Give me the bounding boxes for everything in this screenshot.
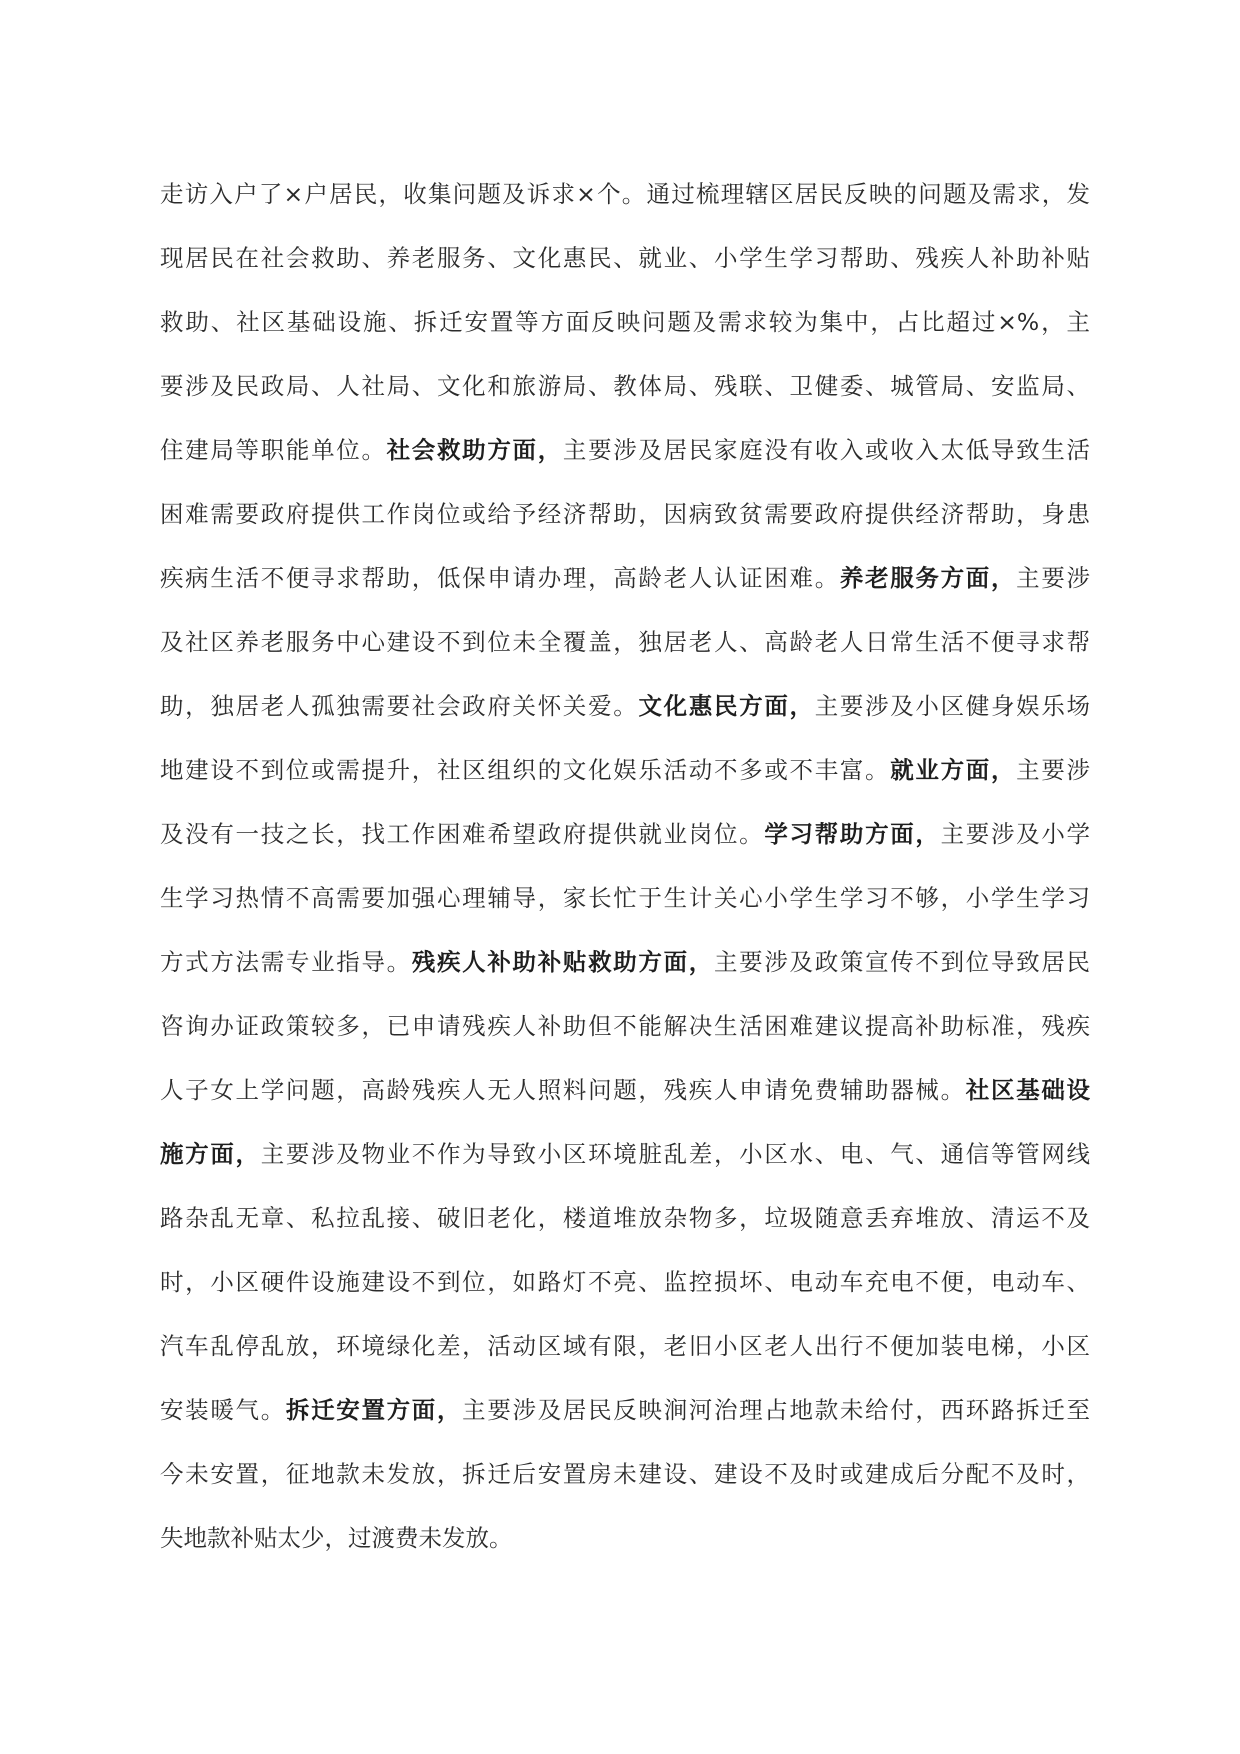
text-line [160, 162, 1090, 226]
text-line [160, 418, 1090, 482]
body-text: 咨询办证政策较多，已申请残疾人补助但不能解决生活困难建议提高补助标准，残疾 [160, 1012, 1090, 1040]
bold-heading-text: 文化惠民方面， [638, 692, 815, 720]
bold-heading-text: 社会救助方面， [386, 436, 563, 464]
body-text: 今未安置，征地款未发放，拆迁后安置房未建设、建设不及时或建成后分配不及时， [160, 1460, 1090, 1488]
body-text: 主要涉 [1016, 756, 1090, 784]
body-text: 生学习热情不高需要加强心理辅导，家长忙于生计关心小学生学习不够，小学生学习 [160, 884, 1090, 912]
text-line [160, 1250, 1090, 1314]
body-text: 方式方法需专业指导。 [160, 948, 412, 976]
body-text: 时，小区硬件设施建设不到位，如路灯不亮、监控损坏、电动车充电不便，电动车、 [160, 1268, 1090, 1296]
body-text: 主要涉及物业不作为导致小区环境脏乱差，小区水、电、气、通信等管网线 [260, 1140, 1090, 1168]
body-text: 人子女上学问题，高龄残疾人无人照料问题，残疾人申请免费辅助器械。 [160, 1076, 966, 1104]
text-line [160, 226, 1090, 290]
text-line [160, 354, 1090, 418]
body-paragraph [160, 162, 1090, 1570]
text-line [160, 482, 1090, 546]
body-text: 救助、社区基础设施、拆迁安置等方面反映问题及需求较为集中，占比超过×%，主 [160, 308, 1090, 336]
body-text: 主要涉及政策宣传不到位导致居民 [713, 948, 1090, 976]
body-text: 要涉及民政局、人社局、文化和旅游局、教体局、残联、卫健委、城管局、安监局、 [160, 372, 1090, 400]
text-line [160, 1442, 1090, 1506]
body-text: 及没有一技之长，找工作困难希望政府提供就业岗位。 [160, 820, 765, 848]
body-text: 安装暖气。 [160, 1396, 286, 1424]
body-text: 主要涉及居民家庭没有收入或收入太低导致生活 [562, 436, 1090, 464]
body-text: 助，独居老人孤独需要社会政府关怀关爱。 [160, 692, 639, 720]
text-line [160, 1186, 1090, 1250]
body-text: 主要涉及小区健身娱乐场 [814, 692, 1090, 720]
body-text: 路杂乱无章、私拉乱接、破旧老化，楼道堆放杂物多，垃圾随意丢弃堆放、清运不及 [160, 1204, 1090, 1232]
body-text: 疾病生活不便寻求帮助，低保申请办理，高龄老人认证困难。 [160, 564, 840, 592]
body-text: 主要涉 [1016, 564, 1090, 592]
text-line [160, 802, 1090, 866]
text-line [160, 1314, 1090, 1378]
text-line [160, 930, 1090, 994]
body-text: 主要涉及小学 [940, 820, 1090, 848]
text-line [160, 994, 1090, 1058]
text-line [160, 1122, 1090, 1186]
body-text: 及社区养老服务中心建设不到位未全覆盖，独居老人、高龄老人日常生活不便寻求帮 [160, 628, 1090, 656]
body-text: 走访入户了×户居民，收集问题及诉求×个。通过梳理辖区居民反映的问题及需求，发 [160, 180, 1090, 208]
body-text: 困难需要政府提供工作岗位或给予经济帮助，因病致贫需要政府提供经济帮助，身患 [160, 500, 1090, 528]
text-line [160, 290, 1090, 354]
text-line [160, 546, 1090, 610]
bold-heading-text: 社区基础设 [965, 1076, 1090, 1104]
bold-heading-text: 就业方面， [890, 756, 1017, 784]
body-text: 失地款补贴太少，过渡费未发放。 [160, 1524, 513, 1552]
text-line [160, 866, 1090, 930]
body-text: 汽车乱停乱放，环境绿化差，活动区域有限，老旧小区老人出行不便加装电梯，小区 [160, 1332, 1090, 1360]
body-text: 住建局等职能单位。 [160, 436, 387, 464]
text-line [160, 674, 1090, 738]
body-text: 现居民在社会救助、养老服务、文化惠民、就业、小学生学习帮助、残疾人补助补贴 [160, 244, 1090, 272]
bold-heading-text: 拆迁安置方面， [285, 1396, 463, 1424]
bold-heading-text: 施方面， [160, 1140, 261, 1168]
text-line [160, 1378, 1090, 1442]
body-text: 地建设不到位或需提升，社区组织的文化娱乐活动不多或不丰富。 [160, 756, 891, 784]
text-line [160, 738, 1090, 802]
body-text: 主要涉及居民反映涧河治理占地款未给付，西环路拆迁至 [462, 1396, 1090, 1424]
bold-heading-text: 学习帮助方面， [764, 820, 941, 848]
bold-heading-text: 残疾人补助补贴救助方面， [411, 948, 714, 976]
text-line [160, 610, 1090, 674]
bold-heading-text: 养老服务方面， [839, 564, 1017, 592]
text-line [160, 1506, 1090, 1570]
text-line [160, 1058, 1090, 1122]
